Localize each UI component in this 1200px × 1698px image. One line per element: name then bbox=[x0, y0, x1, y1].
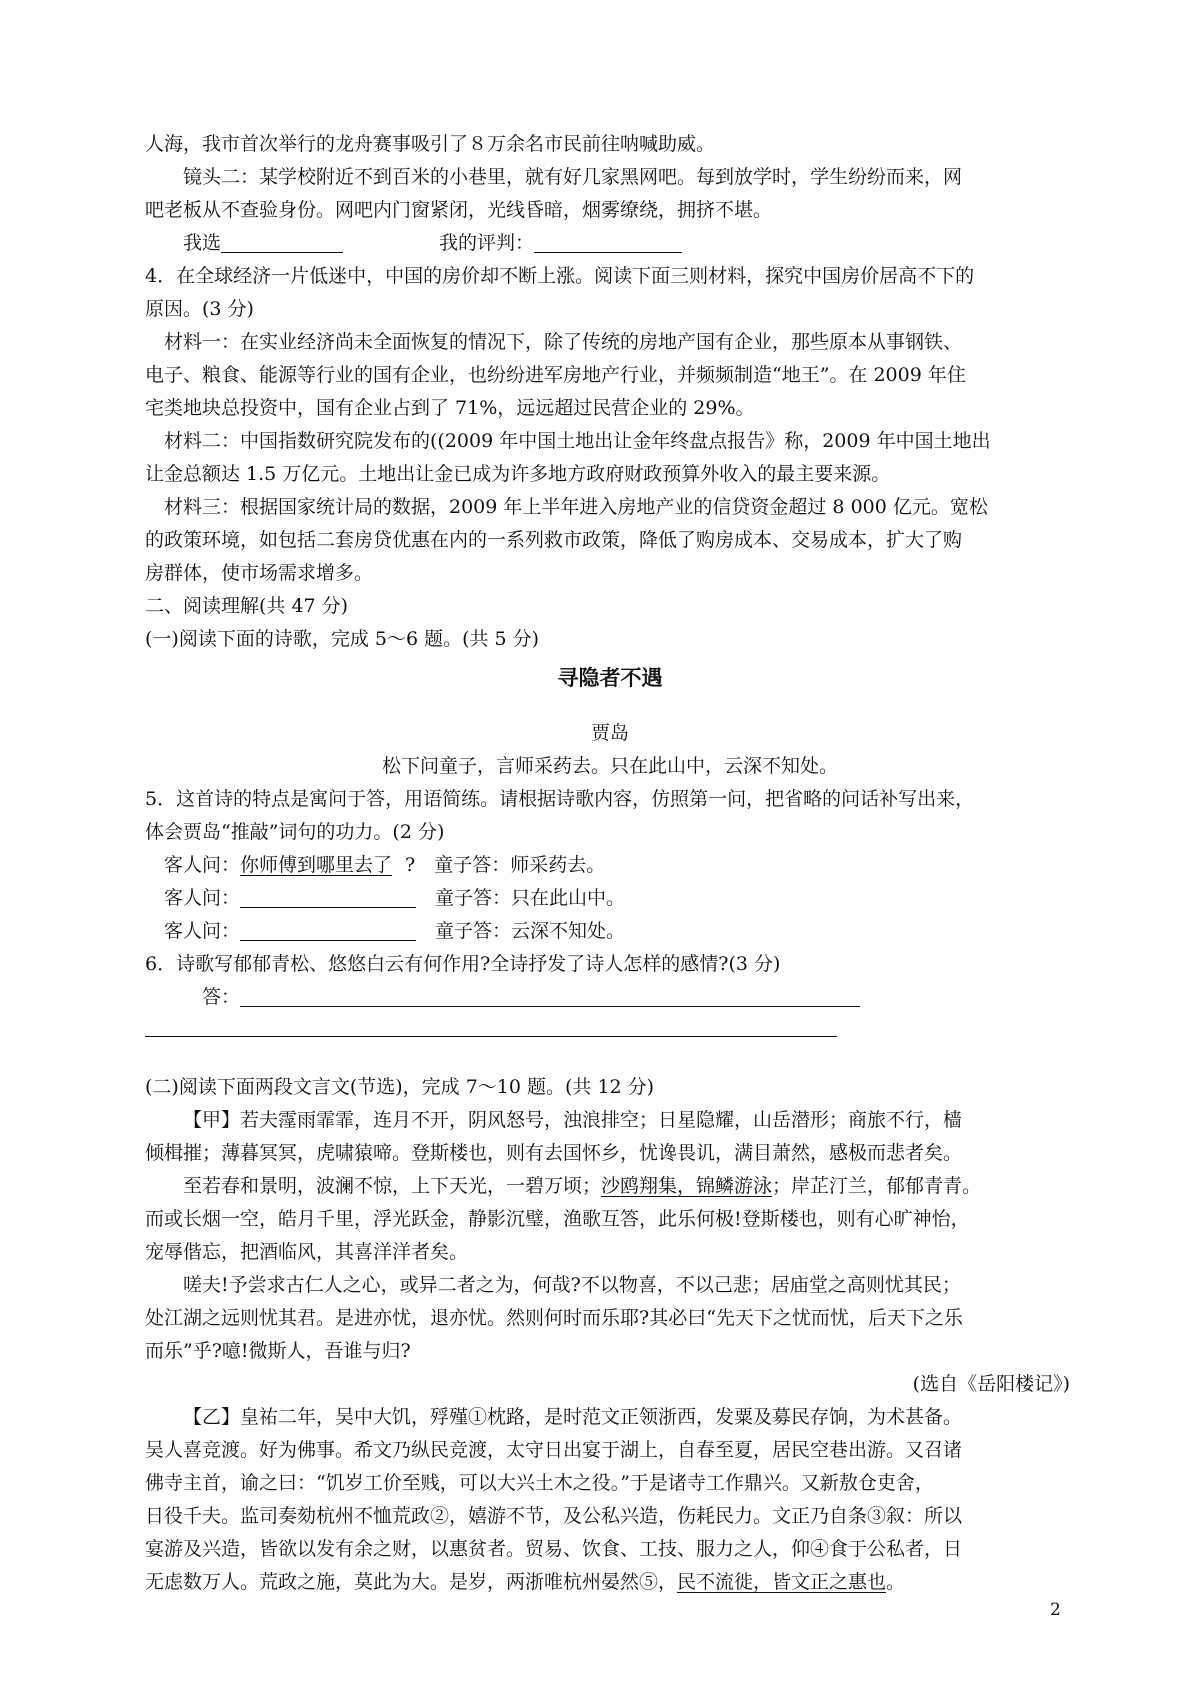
text-line: 电子、粮食、能源等行业的国有企业，也纷纷进军房地产行业，并频频制造“地王”。在 2009 年住 bbox=[145, 364, 966, 386]
source-citation: (选自《岳阳楼记》) bbox=[912, 1373, 1070, 1395]
material-3: 材料三：根据国家统计局的数据，2009 年上半年进入房地产业的信贷资金超过 8 000 亿元。宽松 bbox=[164, 496, 988, 518]
label-choose: 我选 bbox=[183, 232, 222, 254]
text-line: 无虑数万人。荒政之施，莫此为大。是岁，两浙唯杭州晏然⑤，民不流徙，皆文正之惠也。 bbox=[145, 1571, 906, 1593]
question-6: 6．诗歌写郁郁青松、悠悠白云有何作用?全诗抒发了诗人怎样的感情?(3 分) bbox=[145, 953, 781, 975]
text-line: 宅类地块总投资中，国有企业占到了 71%，远远超过民营企业的 29%。 bbox=[145, 397, 755, 419]
dialogue-line-1: 客人问：你师傅到哪里去了 ? 童子答：师采药去。 bbox=[145, 849, 1075, 882]
blank-answer-6-line-2[interactable] bbox=[145, 1014, 837, 1037]
text-line: 镜头二：某学校附近不到百米的小巷里，就有好几家黑网吧。每到放学时，学生纷纷而来，网 bbox=[183, 166, 963, 188]
text-jia-p3: 嗟夫!予尝求古仁人之心，或异二者之为，何哉?不以物喜，不以己悲；居庙堂之高则忧其民； bbox=[183, 1274, 961, 1296]
material-2: 材料二：中国指数研究院发布的((2009 年中国土地出让金年终盘点报告》称，2009 年中国土地出 bbox=[164, 430, 991, 452]
text-line: 而或长烟一空，皓月千里，浮光跃金，静影沉璧，渔歌互答，此乐何极!登斯楼也，则有心旷神怡， bbox=[145, 1208, 970, 1230]
answer-line-6: 答： bbox=[145, 981, 1075, 1014]
dialogue-line-3: 客人问： 童子答：云深不知处。 bbox=[164, 920, 626, 942]
text-line: 佛寺主首，谕之曰：“饥岁工价至贱，可以大兴土木之役。”于是诸寺工作鼎兴。又新敖仓吏舍， bbox=[145, 1472, 934, 1494]
blank-question-2[interactable] bbox=[240, 885, 416, 908]
text-line: 吧老板从不查验身份。网吧内门窗紧闭，光线昏暗，烟雾缭绕，拥挤不堪。 bbox=[145, 199, 773, 221]
dialogue-line-2: 客人问： 童子答：只在此山中。 bbox=[164, 887, 626, 909]
text-jia-p2: 至若春和景明，波澜不惊，上下天光，一碧万顷；沙鸥翔集，锦鳞游泳；岸芷汀兰，郁郁青青。 bbox=[183, 1175, 982, 1197]
text-line: 房群体，使市场需求增多。 bbox=[145, 562, 374, 584]
question-4: 4．在全球经济一片低迷中，中国的房价却不断上涨。阅读下面三则材料，探究中国房价居高不下的 bbox=[145, 265, 975, 287]
underlined-phrase: 民不流徙，皆文正之惠也 bbox=[677, 1571, 887, 1593]
question-5: 5．这首诗的特点是寓问于答，用语简练。请根据诗歌内容，仿照第一问，把省略的问话补写出来， bbox=[145, 788, 975, 810]
text-line: 体会贾岛“推敲”词句的功力。(2 分) bbox=[145, 821, 445, 843]
subsection-heading: (一)阅读下面的诗歌，完成 5～6 题。(共 5 分) bbox=[145, 628, 540, 650]
blank-question-3[interactable] bbox=[240, 918, 416, 941]
subsection-heading: (二)阅读下面两段文言文(节选)，完成 7～10 题。(共 12 分) bbox=[145, 1076, 655, 1098]
poem-text: 松下问童子，言师采药去。只在此山中，云深不知处。 bbox=[381, 755, 838, 777]
text-line: 宠辱偕忘，把酒临风，其喜洋洋者矣。 bbox=[145, 1241, 469, 1263]
text-line: 日役千夫。监司奏劾杭州不恤荒政②，嬉游不节，及公私兴造，伤耗民力。文正乃自条③叙：所以 bbox=[145, 1505, 963, 1527]
text-line: 宴游及兴造，皆欲以发有余之财，以惠贫者。贸易、饮食、工技、服力之人，仰④食于公私者，日 bbox=[145, 1538, 963, 1560]
text-yi-p1: 【乙】皇祐二年，吴中大饥，殍殣①枕路，是时范文正领浙西，发粟及募民存饷，为术甚备。 bbox=[183, 1406, 963, 1428]
text-line: 处江湖之远则忧其君。是进亦忧，退亦忧。然则何时而乐耶?其必曰“先天下之忧而忧，后天下之乐 bbox=[145, 1307, 963, 1329]
text-jia-p1: 【甲】若夫霪雨霏霏，连月不开，阴风怒号，浊浪排空；日星隐耀，山岳潜形；商旅不行，樯 bbox=[183, 1109, 963, 1131]
document-body bbox=[145, 128, 1075, 1599]
example-answer: 你师傅到哪里去了 bbox=[240, 854, 393, 876]
text-line: 而乐”乎?噫!微斯人，吾谁与归? bbox=[145, 1340, 411, 1362]
text-line: 倾楫摧；薄暮冥冥，虎啸猿啼。登斯楼也，则有去国怀乡，忧谗畏讥，满目萧然，感极而悲者矣。 bbox=[145, 1142, 963, 1164]
poem-author: 贾岛 bbox=[590, 722, 629, 744]
text-line: 人海，我市首次举行的龙舟赛事吸引了８万余名市民前往呐喊助威。 bbox=[145, 133, 716, 155]
blank-answer-6[interactable] bbox=[240, 984, 860, 1007]
text-line: 的政策环境，如包括二套房贷优惠在内的一系列救市政策，降低了购房成本、交易成本，扩大了购 bbox=[145, 529, 963, 551]
underlined-phrase: 沙鸥翔集，锦鳞游泳 bbox=[601, 1175, 773, 1197]
poem-title: 寻隐者不遇 bbox=[557, 666, 663, 690]
text-line: 让金总额达 1.5 万亿元。土地出让金已成为许多地方政府财政预算外收入的最主要来源。 bbox=[145, 463, 891, 485]
blank-judge[interactable] bbox=[534, 230, 682, 253]
label-judge: 我的评判： bbox=[439, 232, 535, 254]
material-1: 材料一：在实业经济尚未全面恢复的情况下，除了传统的房地产国有企业，那些原本从事钢铁、 bbox=[164, 331, 963, 353]
page-number: 2 bbox=[1050, 1600, 1061, 1620]
section-heading: 二、阅读理解(共 47 分) bbox=[145, 595, 349, 617]
blank-choice[interactable] bbox=[221, 230, 343, 253]
answer-line-choice bbox=[145, 227, 1075, 260]
text-line: 原因。(3 分) bbox=[145, 298, 254, 320]
text-line: 吴人喜竞渡。好为佛事。希文乃纵民竞渡，太守日出宴于湖上，自春至夏，居民空巷出游。又召诸 bbox=[145, 1439, 963, 1461]
